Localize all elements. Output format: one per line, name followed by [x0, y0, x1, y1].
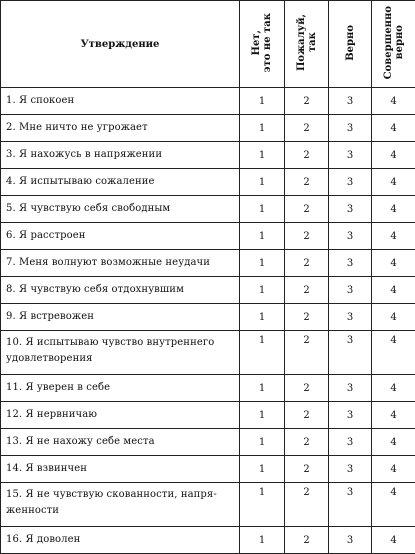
score-cell: 2: [285, 88, 329, 115]
statement-cell: 7. Меня волнуют возможные неудачи: [1, 250, 240, 277]
score-cell: 1: [240, 375, 285, 402]
statement-cell: 14. Я взвинчен: [1, 456, 240, 483]
score-cell: 2: [285, 304, 329, 331]
score-cell: 1: [240, 429, 285, 456]
table-row: [1, 169, 415, 196]
header-col-true: [329, 1, 372, 88]
table-row: [1, 250, 415, 277]
statement-cell: 5. Я чувствую себя свободным: [1, 196, 240, 223]
statement-cell: 2. Мне ничто не угрожает: [1, 115, 240, 142]
table-row: [1, 375, 415, 402]
header-col-absolutely-label: Совершенно верно: [383, 6, 405, 79]
score-cell: 2: [285, 250, 329, 277]
table-row: [1, 456, 415, 483]
score-cell: 3: [329, 375, 372, 402]
header-col-true-label: Верно: [345, 25, 356, 61]
header-col-absolutely: [372, 1, 415, 88]
score-cell: 4: [372, 169, 415, 196]
score-cell: 1: [240, 223, 285, 250]
score-cell: 4: [372, 402, 415, 429]
statement-cell: 4. Я испытываю сожаление: [1, 169, 240, 196]
score-cell: 2: [285, 483, 329, 527]
score-cell: 3: [329, 88, 372, 115]
score-cell: 2: [285, 196, 329, 223]
header-col-no-label: Нет, это не так: [251, 13, 273, 73]
score-cell: 1: [240, 483, 285, 527]
score-cell: 1: [240, 277, 285, 304]
score-cell: 1: [240, 527, 285, 554]
score-cell: 3: [329, 304, 372, 331]
score-cell: 3: [329, 483, 372, 527]
score-cell: 2: [285, 223, 329, 250]
score-cell: 1: [240, 304, 285, 331]
score-cell: 2: [285, 169, 329, 196]
header-col-perhaps: [285, 1, 329, 88]
score-cell: 4: [372, 115, 415, 142]
score-cell: 2: [285, 115, 329, 142]
statement-cell: 3. Я нахожусь в напряжении: [1, 142, 240, 169]
score-cell: 4: [372, 142, 415, 169]
statement-cell: 8. Я чувствую себя отдохнувшим: [1, 277, 240, 304]
score-cell: 1: [240, 250, 285, 277]
header-col-perhaps-label: Пожалуй, так: [296, 14, 318, 71]
score-cell: 3: [329, 331, 372, 375]
table-row: [1, 527, 415, 554]
table-row: [1, 483, 415, 527]
table-row: [1, 277, 415, 304]
score-cell: 1: [240, 142, 285, 169]
score-cell: 3: [329, 142, 372, 169]
score-cell: 4: [372, 88, 415, 115]
score-cell: 3: [329, 277, 372, 304]
statement-cell: 10. Я испытываю чувство внутреннего удовлетворения: [1, 331, 240, 375]
score-cell: 1: [240, 196, 285, 223]
score-cell: 3: [329, 250, 372, 277]
score-cell: 3: [329, 402, 372, 429]
table-row: [1, 142, 415, 169]
score-cell: 3: [329, 196, 372, 223]
score-cell: 1: [240, 402, 285, 429]
header-statement: Утверждение: [1, 1, 240, 88]
score-cell: 4: [372, 483, 415, 527]
score-cell: 2: [285, 277, 329, 304]
statement-cell: 15. Я не чувствую скованности, напря- женности: [1, 483, 240, 527]
statement-cell: 16. Я доволен: [1, 527, 240, 554]
statement-cell: 12. Я нервничаю: [1, 402, 240, 429]
score-cell: 3: [329, 223, 372, 250]
score-cell: 4: [372, 331, 415, 375]
score-cell: 4: [372, 250, 415, 277]
statement-cell: 1. Я спокоен: [1, 88, 240, 115]
score-cell: 1: [240, 115, 285, 142]
table-row: [1, 331, 415, 375]
score-cell: 4: [372, 527, 415, 554]
score-cell: 4: [372, 456, 415, 483]
header-row: [1, 1, 415, 88]
table-row: [1, 88, 415, 115]
score-cell: 3: [329, 169, 372, 196]
statement-cell: 6. Я расстроен: [1, 223, 240, 250]
table-row: [1, 429, 415, 456]
score-cell: 2: [285, 142, 329, 169]
score-cell: 4: [372, 277, 415, 304]
statement-cell: 13. Я не нахожу себе места: [1, 429, 240, 456]
score-cell: 1: [240, 88, 285, 115]
statement-cell: 9. Я встревожен: [1, 304, 240, 331]
table-row: [1, 402, 415, 429]
score-cell: 2: [285, 375, 329, 402]
table-row: [1, 196, 415, 223]
score-cell: 4: [372, 196, 415, 223]
score-cell: 4: [372, 375, 415, 402]
statement-cell: 11. Я уверен в себе: [1, 375, 240, 402]
table-row: [1, 223, 415, 250]
score-cell: 2: [285, 402, 329, 429]
score-cell: 3: [329, 527, 372, 554]
header-col-no: [240, 1, 285, 88]
score-cell: 1: [240, 169, 285, 196]
score-cell: 2: [285, 331, 329, 375]
score-cell: 2: [285, 429, 329, 456]
table-row: [1, 115, 415, 142]
score-cell: 4: [372, 304, 415, 331]
table-row: [1, 304, 415, 331]
score-cell: 2: [285, 456, 329, 483]
score-cell: 4: [372, 223, 415, 250]
score-cell: 2: [285, 527, 329, 554]
score-cell: 1: [240, 331, 285, 375]
score-cell: 4: [372, 429, 415, 456]
score-cell: 3: [329, 115, 372, 142]
score-cell: 1: [240, 456, 285, 483]
score-cell: 3: [329, 456, 372, 483]
score-cell: 3: [329, 429, 372, 456]
